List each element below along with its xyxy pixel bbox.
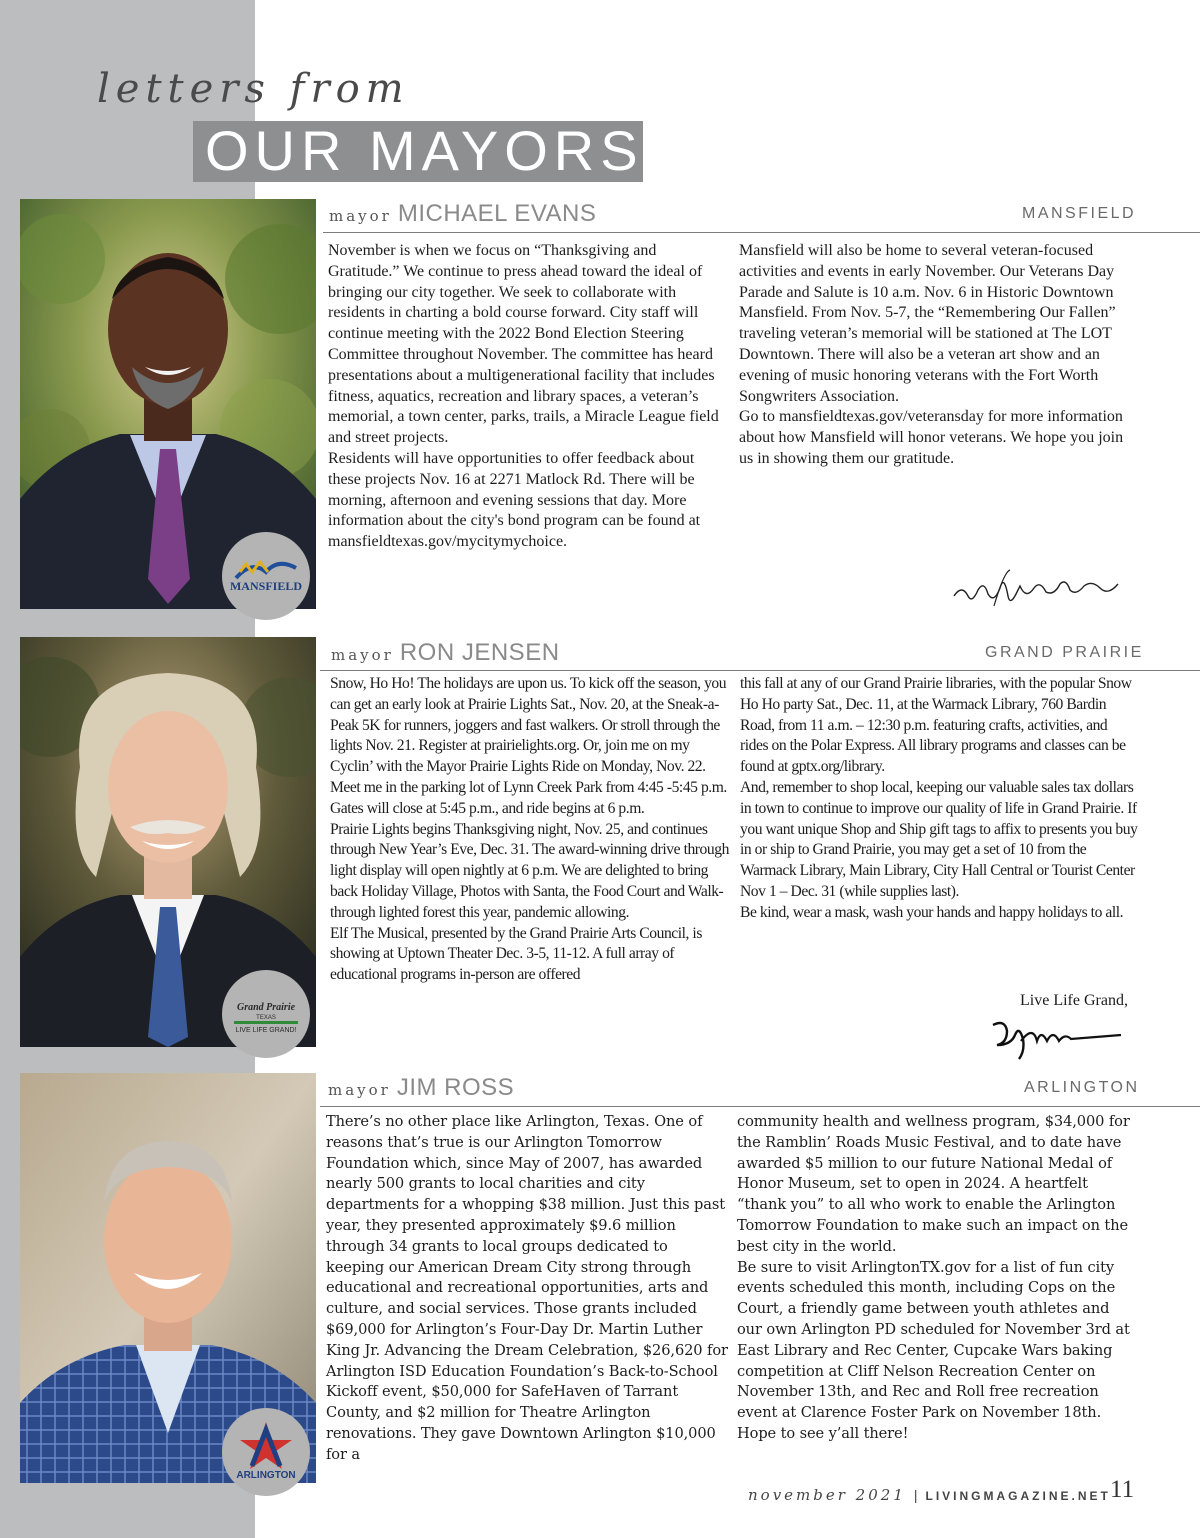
mayor-name: JIM ROSS	[396, 1074, 515, 1101]
paragraph: Snow, Ho Ho! The holidays are upon us. To kick off the season, you can get an early look at Prairie Lights Sat., Nov. 20, at the Sneak-a-Peak 5K for runners, joggers and fast walkers. Or stroll through the lights Nov. 21. Register at prairielights.org. Or, join me on my Cyclin’ with the Mayor Prairie Lights Ride on Monday, Nov. 22. Meet me in the parking lot of Lynn Creek Park from 4:45 -5:45 p.m. Gates will close at 5:45 p.m., and ride begins at 6 p.m.	[330, 675, 727, 817]
jensen-closing: Live Life Grand,	[1020, 992, 1128, 1009]
paragraph: Residents will have opportunities to offer feedback about these projects Nov. 16 at 2271 Matlock Rd. There will be morning, afternoon and evening sessions that day. More information about the city's bond program can be found at mansfieldtexas.gov/mycitymychoice.	[328, 449, 701, 551]
evans-letter-column-2	[739, 241, 1131, 470]
magazine-website: LIVINGMAGAZINE.NET	[925, 1489, 1111, 1503]
section-rule	[320, 1106, 1200, 1107]
paragraph: Be kind, wear a mask, wash your hands and happy holidays to all.	[740, 903, 1124, 921]
evans-signature	[950, 566, 1125, 615]
city-name: GRAND PRAIRIE	[985, 644, 1144, 661]
section-rule	[320, 670, 1200, 671]
mansfield-seal-text: MANSFIELD	[229, 579, 303, 593]
city-name: MANSFIELD	[1022, 205, 1137, 222]
paragraph: this fall at any of our Grand Prairie libraries, with the popular Snow Ho Ho party Sat., Dec. 11, at the Warmack Library, 760 Bardin Road, from 11 a.m. – 12:30 p.m. featuring crafts, activities, and rides on the Polar Express. All library programs and classes can be found at gptx.org/library.	[740, 675, 1132, 776]
issue-month: november 2021	[748, 1486, 906, 1504]
arlington-seal-text: ARLINGTON	[236, 1470, 296, 1481]
mayor-ross-heading	[328, 1074, 514, 1102]
mayor-label: mayor	[328, 1081, 391, 1099]
gp-seal-text-1: Grand Prairie	[236, 1002, 296, 1013]
paragraph: Be sure to visit ArlingtonTX.gov for a list of fun city events scheduled this month, including Cops on the Court, a friendly game between youth athletes and our own Arlington PD scheduled for November 3rd at East Library and Rec Center, Cupcake Wars baking competition at Cliff Nelson Recreation Center on November 13th, and Rec and Roll free recreation event at Clarence Foster Park on November 18th. Hope to see y’all there!	[737, 1258, 1130, 1442]
mayor-label: mayor	[331, 646, 394, 664]
page-title: OUR MAYORS	[205, 119, 644, 182]
section-rule	[323, 232, 1200, 233]
evans-letter-column-1	[328, 241, 720, 553]
gp-seal-text-3: LIVE LIFE GRAND!	[235, 1027, 297, 1034]
gp-seal-text-2: TEXAS	[256, 1015, 276, 1021]
city-name: ARLINGTON	[1024, 1079, 1140, 1096]
paragraph: And, remember to shop local, keeping our valuable sales tax dollars in town to continue to improve our quality of life in Grand Prairie. If you want unique Shop and Ship gift tags to affix to presents you buy in or ship to Grand Prairie, you may get a set of 10 from the Warmack Library, Main Library, City Hall Central or Tourist Center Nov 1 – Dec. 31 (while supplies last).	[740, 778, 1138, 900]
paragraph: Mansfield will also be home to several veteran-focused activities and events in early November. Our Veterans Day Parade and Salute is 10 a.m. Nov. 6 in Historic Downtown Mansfield. From Nov. 5-7, the “Remembering Our Fallen” traveling veteran’s memorial will be stationed at The LOT Downtown. There will also be a veteran art show and an evening of music honoring veterans with the Fort Worth Songwriters Association.	[739, 242, 1116, 405]
footer-separator: |	[913, 1487, 918, 1503]
mayor-name: RON JENSEN	[399, 639, 560, 666]
page-footer	[748, 1486, 1111, 1505]
ross-letter-column-2	[737, 1112, 1135, 1445]
mayor-label: mayor	[329, 207, 392, 225]
paragraph: Go to mansfieldtexas.gov/veteransday for more information about how Mansfield will honor veterans. We hope you join us in showing them our gratitude.	[739, 408, 1124, 467]
paragraph: Prairie Lights begins Thanksgiving night, Nov. 25, and continues through New Year’s Eve, Dec. 31. The award-winning drive through light display will open nightly at 6 p.m. We are delighted to bring back Holiday Village, Photos with Santa, the Food Court and Walk-through lighted forest this year, pandemic allowing.	[330, 820, 729, 921]
arlington-city-seal	[222, 1408, 310, 1496]
paragraph: There’s no other place like Arlington, Texas. One of reasons that’s true is our Arlington Tomorrow Foundation which, since May of 2007, has awarded nearly 500 grants to local charities and city departments for a whopping $38 million. Just this past year, they presented approximately $9.6 million through 34 grants to local groups dedicated to keeping our American Dream City strong through educational and recreational opportunities, arts and culture, and social services. Those grants included $69,000 for Arlington’s Four-Day Dr. Martin Luther King Jr. Advancing the Dream Celebration, $26,620 for Arlington ISD Education Foundation’s Back-to-School Kickoff event, $50,000 for SafeHaven of Tarrant County, and $2 million for Theatre Arlington renovations. They gave Downtown Arlington $10,000 for a	[326, 1113, 728, 1463]
mansfield-city-seal	[222, 532, 310, 620]
mayor-name: MICHAEL EVANS	[397, 200, 597, 227]
mayor-jensen-heading	[331, 639, 560, 667]
paragraph: November is when we focus on “Thanksgiving and Gratitude.” We continue to press ahead toward the ideal of bringing our city together. We seek to collaborate with residents in charting a bold course forward. City staff will continue meeting with the 2022 Bond Election Steering Committee throughout November. The committee has heard presentations about a multigenerational facility that includes fitness, aquatics, recreation and library spaces, a veteran’s memorial, a town center, parks, trails, a Miracle League field and street projects.	[328, 242, 719, 447]
mayor-evans-heading	[329, 200, 596, 228]
paragraph: community health and wellness program, $34,000 for the Ramblin’ Roads Music Festival, and to date have awarded $5 million to our future National Medal of Honor Museum, set to open in 2024. A heartfelt “thank you” to all who work to enable the Arlington Tomorrow Foundation to make such an impact on the best city in the world.	[737, 1113, 1130, 1255]
jensen-signature	[985, 1015, 1125, 1066]
ross-letter-column-1	[326, 1112, 728, 1466]
jensen-letter-column-1	[330, 674, 730, 986]
jensen-letter-column-2	[740, 674, 1138, 924]
section-kicker: letters from	[97, 66, 410, 112]
grand-prairie-city-seal	[222, 970, 310, 1058]
page-number: 11	[1110, 1476, 1135, 1503]
paragraph: Elf The Musical, presented by the Grand Prairie Arts Council, is showing at Uptown Theater Dec. 3-5, 11-12. A full array of educational programs in-person are offered	[330, 924, 702, 984]
